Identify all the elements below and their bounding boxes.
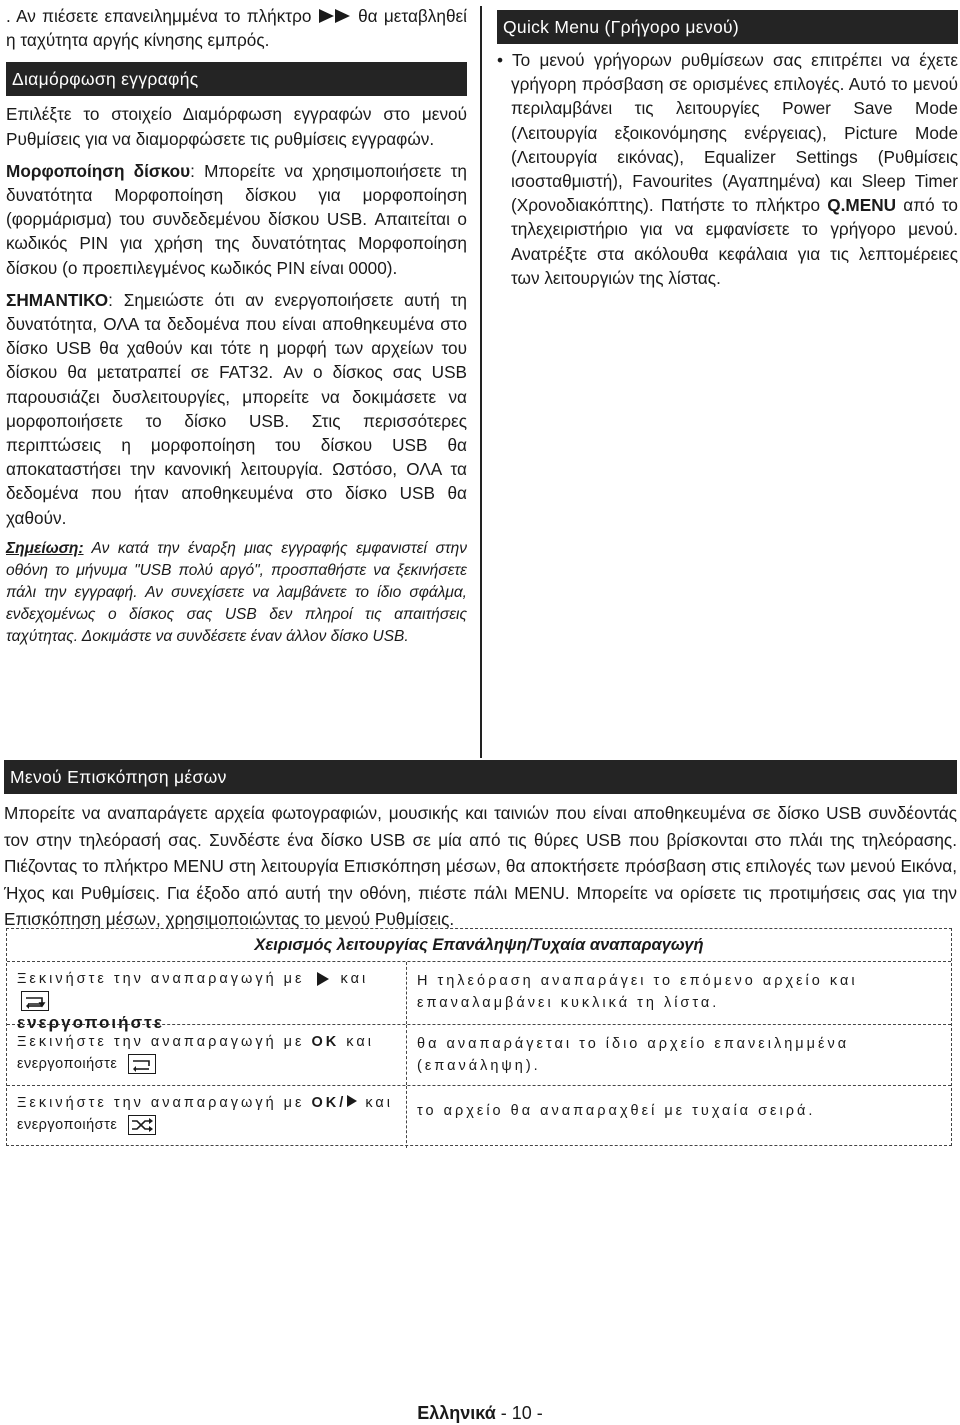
right-column — [497, 10, 958, 298]
table-cell-action: Ξεκινήστε την αναπαραγωγή με και ενεργοποιήστε — [7, 962, 407, 1024]
table-row — [7, 962, 951, 1032]
table-row — [7, 1025, 951, 1086]
repeat-icon — [21, 991, 49, 1011]
table-row — [7, 1086, 951, 1148]
ok-play-key: OK/ — [311, 1095, 347, 1111]
table-cell-result: το αρχείο θα αναπαραχθεί με τυχαία σειρά. — [417, 1103, 816, 1119]
ok-key: OK — [311, 1034, 340, 1050]
left-column — [6, 4, 467, 656]
paragraph-note: Σημείωση: Αν κατά την έναρξη μιας εγγραφής εμφανιστεί στην οθόνη το μήνυμα "USB πολύ αργό", προσπαθήστε να ξεκινήσετε πάλι την εγγραφή. Αν συνεχίσετε να λαμβάνετε το ίδιο σφάλμα, ενδεχομένως ο δίσκος σας USB δεν πληροί τις απαιτήσεις ταχύτητας. Δοκιμάστε να συνδέσετε έναν άλλον δίσκο USB. — [6, 539, 467, 645]
quick-menu-bullet: • Το μενού γρήγορων ρυθμίσεων σας επιτρέπει να έχετε γρήγορη πρόσβαση σε ορισμένες επιλογές. Αυτό το μενού περιλαμβάνει τις λειτουργίες Power Save Mode (Λειτουργία εξοικονόμησης ενέργειας), Picture Mode (Λειτουργία εικόνας), Equalizer Settings (Ρυθμίσεις ισοσταθμιστή), Favourites (Αγαπημένα) και Sleep Timer (Χρονοδιακόπτης). Πατήστε το πλήκτρο Q.MENU από το τηλεχειριστήριο για να εμφανίσετε το γρήγορο μενού. Ανατρέξτε στα ακόλουθα κεφάλαια για τις λεπτομέρειες των λειτουργιών της λίστας. — [497, 50, 958, 288]
repeat-icon — [128, 1054, 156, 1074]
shuffle-icon — [128, 1115, 156, 1135]
play-icon — [346, 1094, 358, 1108]
section-title-quick-menu: Quick Menu (Γρήγορο μενού) — [497, 10, 958, 44]
repeat-shuffle-table — [6, 928, 952, 1146]
disk-format-label: Μορφοποίηση δίσκου — [6, 160, 191, 181]
media-browser-body: Μπορείτε να αναπαράγετε αρχεία φωτογραφιών, μουσικής και ταινιών που είναι αποθηκευμένα σε δίσκο USB συνδέοντάς τον στην τηλεόρασή σας. Συνδέστε ένα δίσκο USB σε μία από τις θύρες USB που βρίσκονται στο πλάι της τηλεόρασης. Πιέζοντας το πλήκτρο MENU στη λειτουργία Επισκόπηση μέσων, θα αποκτήσετε πρόσβαση στις επιλογές των μενού Εικόνα, Ήχος και Ρυθμίσεις. Για έξοδο από αυτή την οθόνη, πιέστε πάλι MENU. Μπορείτε να ορίσετε τις προτιμήσεις σας για την Επισκόπηση μέσων, χρησιμοποιώντας το μενού Ρυθμίσεις. — [4, 803, 957, 929]
table-cell-result: θα αναπαράγεται το ίδιο αρχείο επανειλημμένα (επανάληψη). — [417, 1036, 850, 1074]
table-title: Χειρισμός λειτουργίας Επανάληψη/Τυχαία αναπαραγωγή — [7, 929, 951, 962]
table-cell-action: Ξεκινήστε την αναπαραγωγή με OK/ και ενεργοποιήστε — [7, 1086, 407, 1148]
fast-forward-icon — [318, 8, 352, 24]
paragraph-important: ΣΗΜΑΝΤΙΚΟ: Σημειώστε ότι αν ενεργοποιήσετε αυτή τη δυνατότητα, ΟΛΑ τα δεδομένα που είναι αποθηκευμένα στο δίσκο USB θα χαθούν και τότε η μορφή των αρχείων του δίσκου θα μετατραπεί σε FAT32. Αν ο δίσκος σας USB παρουσιάζει δυσλειτουργίες, μπορείτε να δοκιμάσετε να μορφοποιήσετε το δίσκο USB. Στις περισσότερες περιπτώσεις η μορφοποίηση του δίσκου USB θα αποκαταστήσει την κανονική λειτουργία. Ωστόσο, ΟΛΑ τα δεδομένα που ήταν αποθηκευμένα στο δίσκο USB θα χαθούν. — [6, 289, 467, 528]
play-icon — [316, 971, 330, 987]
paragraph-format: Επιλέξτε το στοιχείο Διαμόρφωση εγγραφών στο μενού Ρυθμίσεις για να διαμορφώσετε τις ρυθμίσεις εγγραφών. — [6, 104, 467, 149]
table-cell-result: Η τηλεόραση αναπαράγει το επόμενο αρχείο και επαναλαμβάνει κυκλικά τη λίστα. — [417, 973, 858, 1011]
section-title-recording-format: Διαμόρφωση εγγραφής — [6, 62, 467, 96]
section-title-media-browser: Μενού Επισκόπηση μέσων — [4, 760, 957, 794]
paragraph-disk-format: Μορφοποίηση δίσκου: Μπορείτε να χρησιμοποιήσετε τη δυνατότητα Μορφοποίηση δίσκου για μορφοποίηση (φορμάρισμα) του συνδεδεμένου δίσκου USB. Απαιτείται ο κωδικός PIN για χρήση της δυνατότητας Μορφοποίηση δίσκου (ο προεπιλεγμένος κωδικός PIN είναι 0000). — [6, 160, 467, 278]
page-footer — [0, 1403, 960, 1424]
media-browser-section — [4, 760, 957, 933]
important-label: ΣΗΜΑΝΤΙΚΟ — [6, 289, 109, 310]
qmenu-key: Q.MENU — [827, 195, 897, 216]
column-divider — [480, 6, 482, 758]
note-label: Σημείωση: — [6, 539, 84, 557]
paragraph-fast-forward: . Αν πιέσετε επανειλημμένα το πλήκτρο θα μεταβληθεί η ταχύτητα αργής κίνησης εμπρός. — [6, 6, 467, 51]
footer-language: Ελληνικά — [417, 1403, 496, 1423]
bullet-icon: • — [497, 50, 512, 70]
page-number: - 10 - — [495, 1403, 543, 1423]
table-cell-action: Ξεκινήστε την αναπαραγωγή με OK και ενεργοποιήστε — [7, 1025, 407, 1085]
